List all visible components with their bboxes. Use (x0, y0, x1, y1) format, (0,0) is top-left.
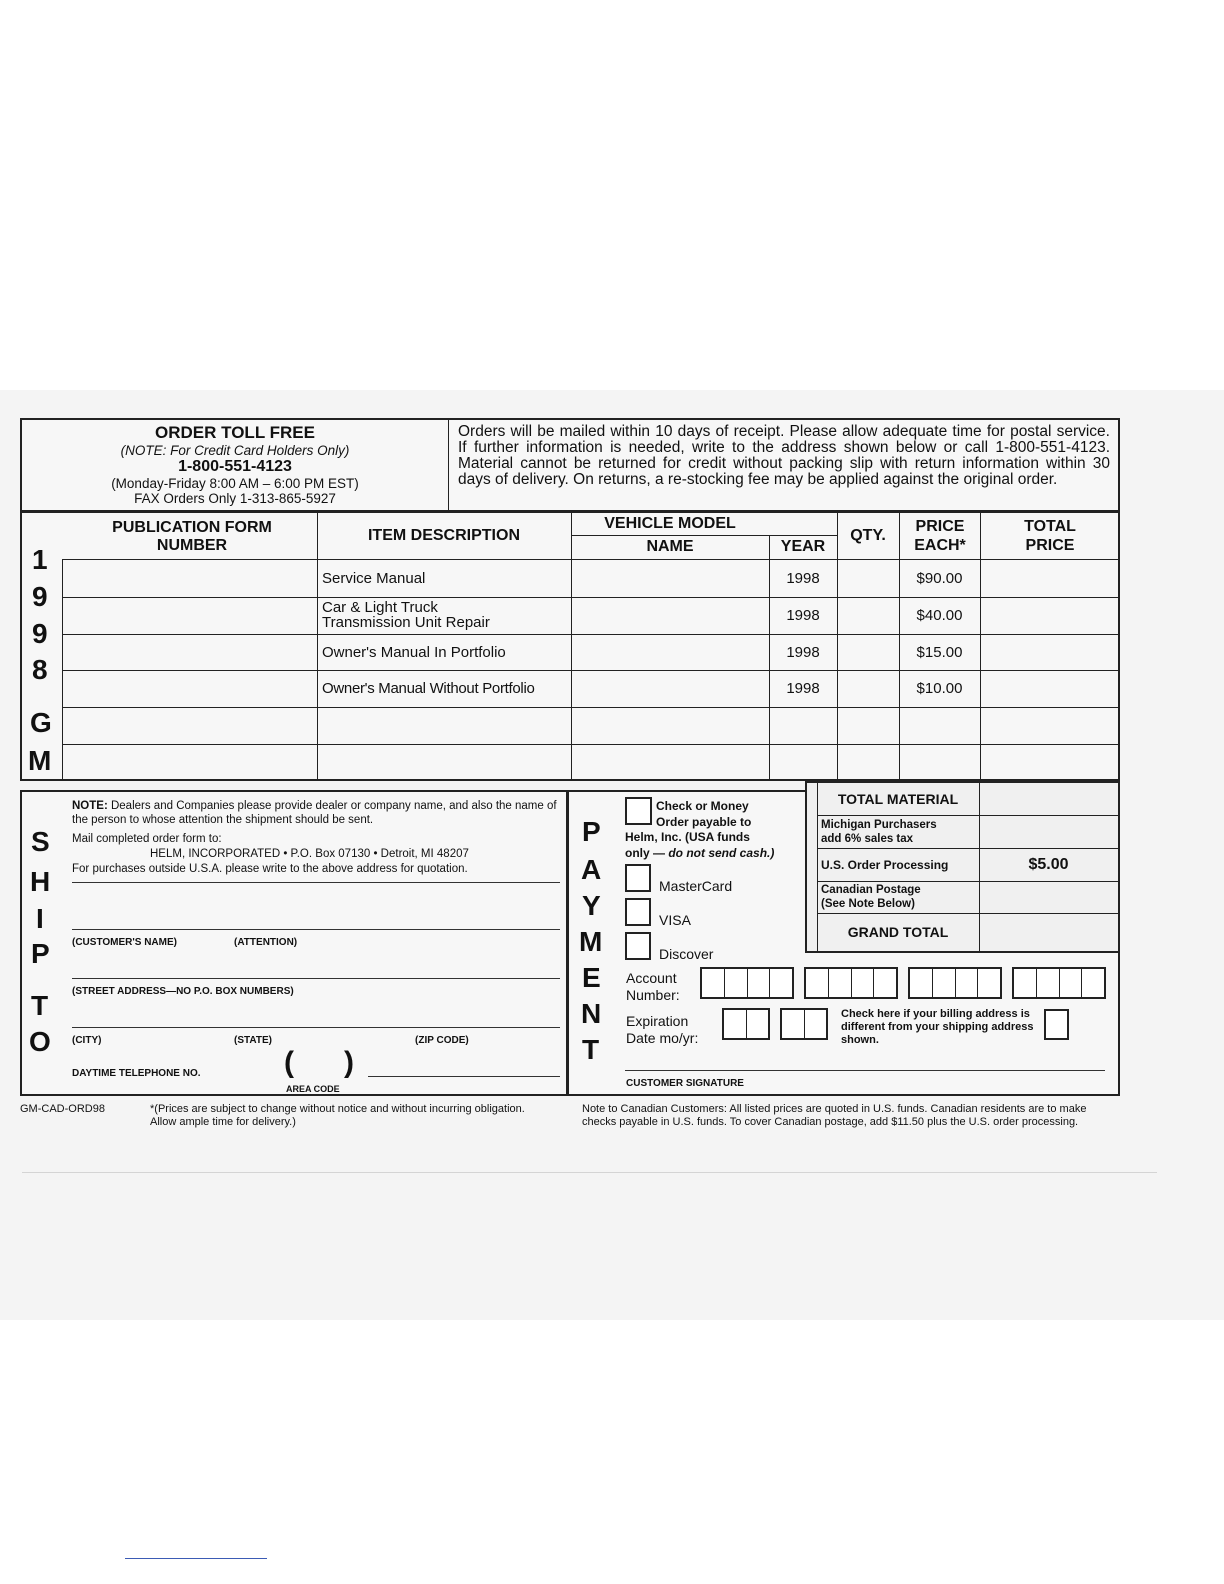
total-material-label: TOTAL MATERIAL (837, 791, 959, 807)
phone-field[interactable] (368, 1054, 560, 1075)
payment-letter: N (581, 998, 602, 1029)
us-processing-label: U.S. Order Processing (821, 857, 949, 872)
mastercard-label: MasterCard (659, 878, 733, 894)
side-letter: 1 (32, 544, 48, 575)
payment-letter: P (582, 816, 601, 847)
ship-letter: P (31, 938, 50, 969)
account-number-group-4[interactable] (1012, 967, 1106, 999)
zip-label: (ZIP CODE) (415, 1035, 469, 1046)
page-divider (22, 1172, 1157, 1173)
expiration-label-line: Date mo/yr: (626, 1030, 699, 1046)
billing-different-checkbox[interactable] (1044, 1009, 1069, 1040)
expiration-year[interactable] (780, 1008, 828, 1040)
ship-to-section (20, 790, 568, 1096)
outside-usa: For purchases outside U.S.A. please write to the above address for quotation. (72, 863, 468, 875)
customer-name-label: (CUSTOMER'S NAME) (72, 937, 177, 948)
prices-note: *(Prices are subject to change without notice and without incurring obligation. Allow ample time for delivery.) (150, 1103, 525, 1128)
totals-box (805, 781, 1120, 953)
side-letter: 9 (32, 581, 48, 612)
canadian-line: (See Note Below) (821, 898, 915, 910)
ship-note-text: Dealers and Companies please provide dealer or company name, and also the name of the person to whose attention the shipment should be sent. (72, 800, 557, 826)
side-letter: G (30, 707, 52, 738)
col-header-item: ITEM DESCRIPTION (367, 527, 520, 544)
item-year: 1998 (786, 607, 820, 624)
check-line: Check or Money (656, 799, 749, 813)
side-letter: 9 (32, 618, 48, 649)
city-label: (CITY) (72, 1035, 102, 1046)
side-year (22, 513, 62, 779)
michigan-line: Michigan Purchasers (821, 819, 937, 831)
payment-side-label (569, 790, 617, 1090)
order-table (20, 511, 1120, 781)
expiration-month[interactable] (722, 1008, 770, 1040)
us-processing-amount: $5.00 (1028, 855, 1069, 873)
michigan-line: add 6% sales tax (821, 833, 914, 845)
toll-free-title: ORDER TOLL FREE (155, 423, 315, 442)
item-description: Owner's Manual In Portfolio (322, 643, 506, 661)
bottom-link-underline (125, 1558, 267, 1559)
ship-letter: S (31, 826, 50, 857)
discover-checkbox[interactable] (625, 932, 651, 960)
city-state-zip-field[interactable] (72, 1000, 560, 1026)
street-address-field[interactable] (72, 952, 560, 977)
signature-field[interactable] (625, 1046, 1105, 1069)
fax-number: FAX Orders Only 1-313-865-5927 (134, 491, 336, 506)
toll-free-note: (NOTE: For Credit Card Holders Only) (120, 443, 350, 458)
item-description: Service Manual (322, 569, 426, 587)
ship-note-label: NOTE: (72, 800, 108, 812)
grand-total-label: GRAND TOTAL (847, 924, 949, 940)
visa-label: VISA (659, 912, 691, 928)
item-year: 1998 (786, 643, 820, 661)
toll-free-panel (22, 420, 448, 510)
col-header-name: NAME (646, 538, 694, 555)
check-line-text: only — (625, 845, 669, 860)
col-header-qty: QTY. (850, 527, 886, 544)
area-code-open-paren: ( (284, 1046, 294, 1079)
col-header-vehicle: VEHICLE MODEL (604, 515, 736, 532)
account-number-group-1[interactable] (700, 967, 794, 999)
ship-letter: T (31, 990, 49, 1021)
visa-checkbox[interactable] (625, 898, 651, 926)
col-header-price: PRICE EACH* (914, 518, 966, 554)
col-header-pub: PUBLICATION FORM NUMBER (112, 519, 272, 554)
item-year: 1998 (786, 569, 820, 587)
form-code: GM-CAD-ORD98 (20, 1103, 105, 1115)
item-price: $40.00 (916, 607, 963, 624)
ship-letter: O (29, 1026, 51, 1057)
ship-side-label (22, 792, 62, 1092)
item-description (322, 600, 570, 630)
account-number-group-2[interactable] (804, 967, 898, 999)
item-description-line2: Transmission Unit Repair (322, 614, 490, 631)
col-header-total: TOTAL PRICE (1024, 518, 1076, 554)
col-header-year: YEAR (780, 538, 826, 555)
item-price: $90.00 (916, 569, 963, 587)
area-code-label: AREA CODE (286, 1084, 340, 1094)
order-header (20, 418, 1120, 512)
check-line: Order payable to (656, 814, 752, 829)
expiration-label-line: Expiration (626, 1013, 689, 1029)
item-description: Owner's Manual Without Portfolio (322, 680, 535, 697)
ship-note (72, 800, 564, 827)
payment-letter: Y (582, 890, 601, 921)
state-label: (STATE) (234, 1035, 272, 1046)
item-year: 1998 (786, 680, 820, 697)
account-number-label (626, 970, 680, 1004)
payment-letter: T (582, 1034, 600, 1065)
check-money-order-label (625, 799, 800, 861)
mastercard-checkbox[interactable] (625, 864, 651, 892)
canadian-line: Canadian Postage (821, 884, 921, 896)
check-warning: do not send cash.) (668, 845, 775, 860)
payment-letter: A (581, 854, 602, 885)
toll-free-number: 1-800-551-4123 (178, 458, 292, 475)
side-letter: 8 (32, 654, 48, 685)
item-price: $10.00 (916, 680, 963, 697)
check-line: Helm, Inc. (USA funds (625, 830, 750, 844)
account-label-line: Number: (626, 987, 680, 1003)
expiration-label (626, 1013, 698, 1047)
item-description-line1: Car & Light Truck (322, 599, 438, 616)
mail-to: Mail completed order form to: (72, 833, 222, 845)
discover-label: Discover (659, 946, 714, 962)
customer-name-field[interactable] (72, 884, 560, 928)
street-address-label: (STREET ADDRESS—NO P.O. BOX NUMBERS) (72, 986, 294, 997)
account-label-line: Account (626, 970, 677, 986)
order-notice: Orders will be mailed within 10 days of receipt. Please allow adequate time for postal service. If further information is needed, write to the address shown below or call 1-800-551-4123. Material cannot be returned for credit without packing slip with return information within 30 days of delivery. On returns, a re-stocking fee may be applied against the original order. (458, 423, 1110, 488)
check-line (625, 846, 800, 862)
area-code-close-paren: ) (344, 1046, 354, 1079)
signature-label: CUSTOMER SIGNATURE (626, 1078, 744, 1089)
payment-letter: M (579, 926, 603, 957)
hours: (Monday-Friday 8:00 AM – 6:00 PM EST) (111, 476, 359, 491)
ship-letter: H (30, 866, 51, 897)
attention-label: (ATTENTION) (234, 937, 298, 948)
item-price: $15.00 (916, 643, 963, 661)
payment-letter: E (582, 962, 601, 993)
ship-letter: I (36, 903, 44, 934)
area-code-field[interactable] (297, 1050, 343, 1080)
side-letter: M (28, 745, 52, 776)
account-number-group-3[interactable] (908, 967, 1002, 999)
phone-label: DAYTIME TELEPHONE NO. (72, 1068, 201, 1079)
mail-address: HELM, INCORPORATED • P.O. Box 07130 • Detroit, MI 48207 (150, 848, 469, 860)
michigan-tax-label (821, 818, 937, 846)
billing-address-note: Check here if your billing address is different from your shipping address shown. (841, 1008, 1034, 1046)
canadian-customers-note: Note to Canadian Customers: All listed prices are quoted in U.S. funds. Canadian residents are to make checks payable in U.S. funds. To cover Canadian postage, add $11.50 plus the U.S. order processing. (582, 1103, 1087, 1128)
canadian-postage-label (821, 883, 921, 911)
